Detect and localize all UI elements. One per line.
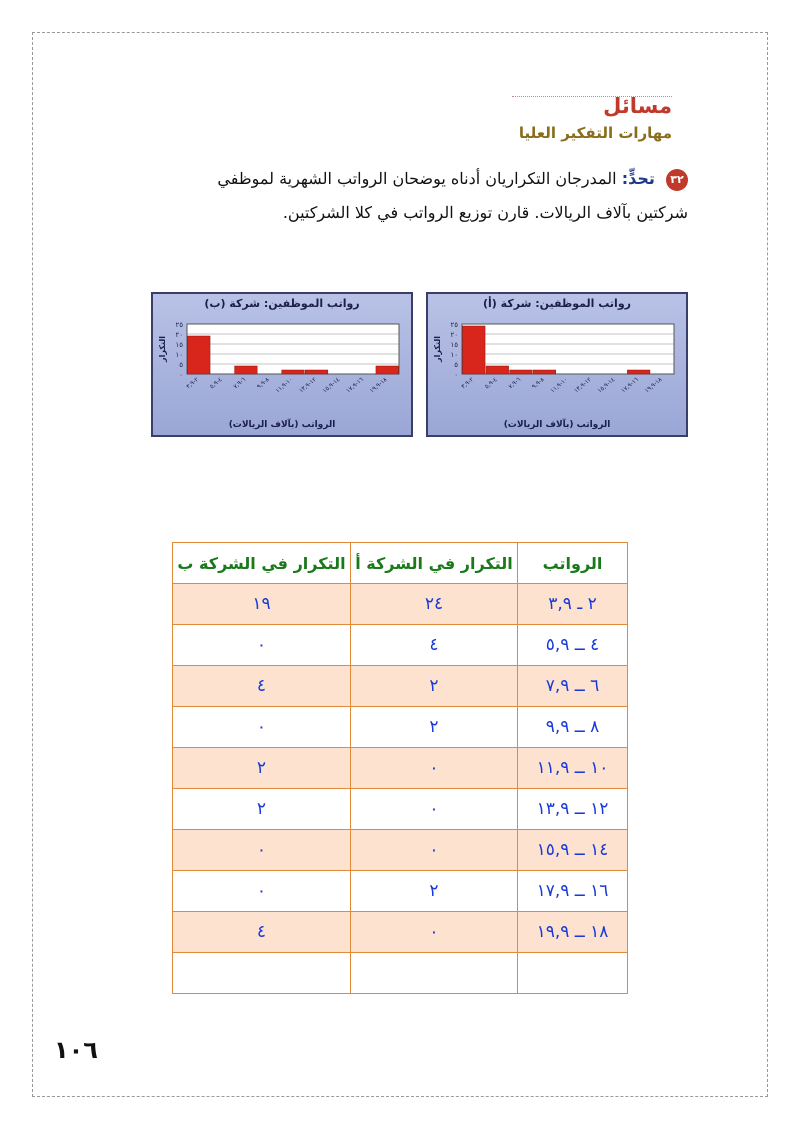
y-tick-label: ٢٠ — [175, 331, 183, 339]
table-row — [173, 707, 628, 748]
cell-freq-a: ٠ — [351, 789, 518, 830]
problem-statement — [168, 162, 688, 230]
cell-salary-range: ٤ ــ ٥,٩ — [518, 625, 628, 666]
cell-freq-a: ٢ — [351, 871, 518, 912]
y-tick-label: ١٠ — [450, 351, 458, 359]
bar — [533, 370, 556, 374]
problem-number-badge: ٣٢ — [666, 169, 688, 191]
cell-salary-range: ٦ ــ ٧,٩ — [518, 666, 628, 707]
cell-freq-b: ٤ — [173, 912, 351, 953]
cell-freq-a: ٤ — [351, 625, 518, 666]
cell-salary-range: ١٢ ــ ١٣,٩ — [518, 789, 628, 830]
cell-salary-range: ١٦ ــ ١٧,٩ — [518, 871, 628, 912]
cell-freq-b: ٠ — [173, 707, 351, 748]
cell-freq-a: ٢ — [351, 666, 518, 707]
y-tick-label: ٢٠ — [450, 331, 458, 339]
cell-salary-range — [518, 953, 628, 994]
table-row — [173, 953, 628, 994]
chart-company-a — [426, 292, 688, 437]
cell-freq-b: ٠ — [173, 871, 351, 912]
header-freq-a: التكرار في الشركة أ — [351, 543, 518, 584]
x-tick-label: ١٢-١٣,٩ — [572, 376, 593, 395]
y-tick-label: ٠ — [179, 371, 183, 379]
page-number: ١٠٦ — [54, 1036, 98, 1064]
cell-salary-range: ١٨ ــ ١٩,٩ — [518, 912, 628, 953]
header-freq-b: التكرار في الشركة ب — [173, 543, 351, 584]
cell-freq-a: ٠ — [351, 748, 518, 789]
cell-freq-b: ١٩ — [173, 584, 351, 625]
x-tick-label: ٢-٣,٩ — [185, 376, 201, 391]
bar — [510, 370, 533, 374]
bar — [486, 366, 509, 374]
chart-b-plot — [153, 294, 411, 435]
cell-freq-b: ٤ — [173, 666, 351, 707]
problem-label: تحدٍّ: — [621, 169, 655, 188]
bar — [235, 366, 258, 374]
x-tick-label: ٨-٩,٩ — [530, 376, 546, 391]
y-tick-label: ٥ — [454, 361, 458, 369]
bar — [305, 370, 328, 374]
chart-a-plot — [428, 294, 686, 435]
chart-title: رواتب الموظفين: شركة (أ) — [483, 297, 631, 310]
table-row — [173, 584, 628, 625]
chart-company-b — [151, 292, 413, 437]
bar — [463, 326, 486, 374]
table-row — [173, 789, 628, 830]
y-tick-label: ٢٥ — [450, 321, 458, 329]
x-tick-label: ٤-٥,٩ — [208, 376, 224, 391]
bar — [188, 336, 211, 374]
chart-title: رواتب الموظفين: شركة (ب) — [204, 297, 360, 310]
table-row — [173, 871, 628, 912]
y-tick-label: ١٠ — [175, 351, 183, 359]
cell-freq-b: ٠ — [173, 625, 351, 666]
table-row — [173, 666, 628, 707]
frequency-table — [172, 542, 628, 994]
chart-xlabel: الرواتب (بآلاف الريالات) — [228, 420, 336, 430]
cell-freq-a: ٠ — [351, 912, 518, 953]
cell-freq-a: ٠ — [351, 830, 518, 871]
cell-freq-b: ٠ — [173, 830, 351, 871]
cell-freq-a: ٢ — [351, 707, 518, 748]
table-row — [173, 625, 628, 666]
y-axis-label: التكرار — [158, 336, 167, 362]
x-tick-label: ١٠-١١,٩ — [274, 376, 295, 395]
y-tick-label: ٠ — [454, 371, 458, 379]
y-tick-label: ١٥ — [175, 341, 183, 349]
cell-freq-b: ٢ — [173, 789, 351, 830]
x-tick-label: ١٦-١٧,٩ — [619, 376, 640, 395]
cell-salary-range: ١٠ ــ ١١,٩ — [518, 748, 628, 789]
y-tick-label: ٢٥ — [175, 321, 183, 329]
x-tick-label: ٦-٧,٩ — [232, 376, 248, 391]
table-header-row — [173, 543, 628, 584]
cell-salary-range: ٨ ــ ٩,٩ — [518, 707, 628, 748]
x-tick-label: ١٠-١١,٩ — [549, 376, 570, 395]
plot-area — [187, 324, 399, 374]
x-tick-label: ١٢-١٣,٩ — [297, 376, 318, 395]
cell-freq-b: ٢ — [173, 748, 351, 789]
problem-text: المدرجان التكراريان أدناه يوضحان الرواتب الشهرية لموظفي شركتين بآلاف الريالات. قارن توزيع الرواتب في كلا الشركتين. — [217, 169, 688, 222]
x-tick-label: ٢-٣,٩ — [460, 376, 476, 391]
section-subtitle: مهارات التفكير العليا — [518, 124, 672, 142]
chart-xlabel: الرواتب (بآلاف الريالات) — [503, 420, 611, 430]
y-tick-label: ١٥ — [450, 341, 458, 349]
x-tick-label: ٤-٥,٩ — [483, 376, 499, 391]
cell-salary-range: ٢ ـ ٣,٩ — [518, 584, 628, 625]
x-tick-label: ١٦-١٧,٩ — [344, 376, 365, 395]
x-tick-label: ١٨-١٩,٩ — [643, 376, 664, 395]
x-tick-label: ٦-٧,٩ — [507, 376, 523, 391]
header-salaries: الرواتب — [518, 543, 628, 584]
cell-freq-b — [173, 953, 351, 994]
cell-freq-a — [351, 953, 518, 994]
x-tick-label: ٨-٩,٩ — [255, 376, 271, 391]
bar — [376, 366, 399, 374]
table-row — [173, 830, 628, 871]
cell-salary-range: ١٤ ــ ١٥,٩ — [518, 830, 628, 871]
table-row — [173, 912, 628, 953]
x-tick-label: ١٨-١٩,٩ — [368, 376, 389, 395]
bar — [282, 370, 305, 374]
x-tick-label: ١٤-١٥,٩ — [321, 376, 342, 395]
section-title: مسائل — [603, 94, 672, 118]
y-axis-label: التكرار — [433, 336, 442, 362]
bar — [627, 370, 650, 374]
x-tick-label: ١٤-١٥,٩ — [596, 376, 617, 395]
y-tick-label: ٥ — [179, 361, 183, 369]
cell-freq-a: ٢٤ — [351, 584, 518, 625]
table-row — [173, 748, 628, 789]
